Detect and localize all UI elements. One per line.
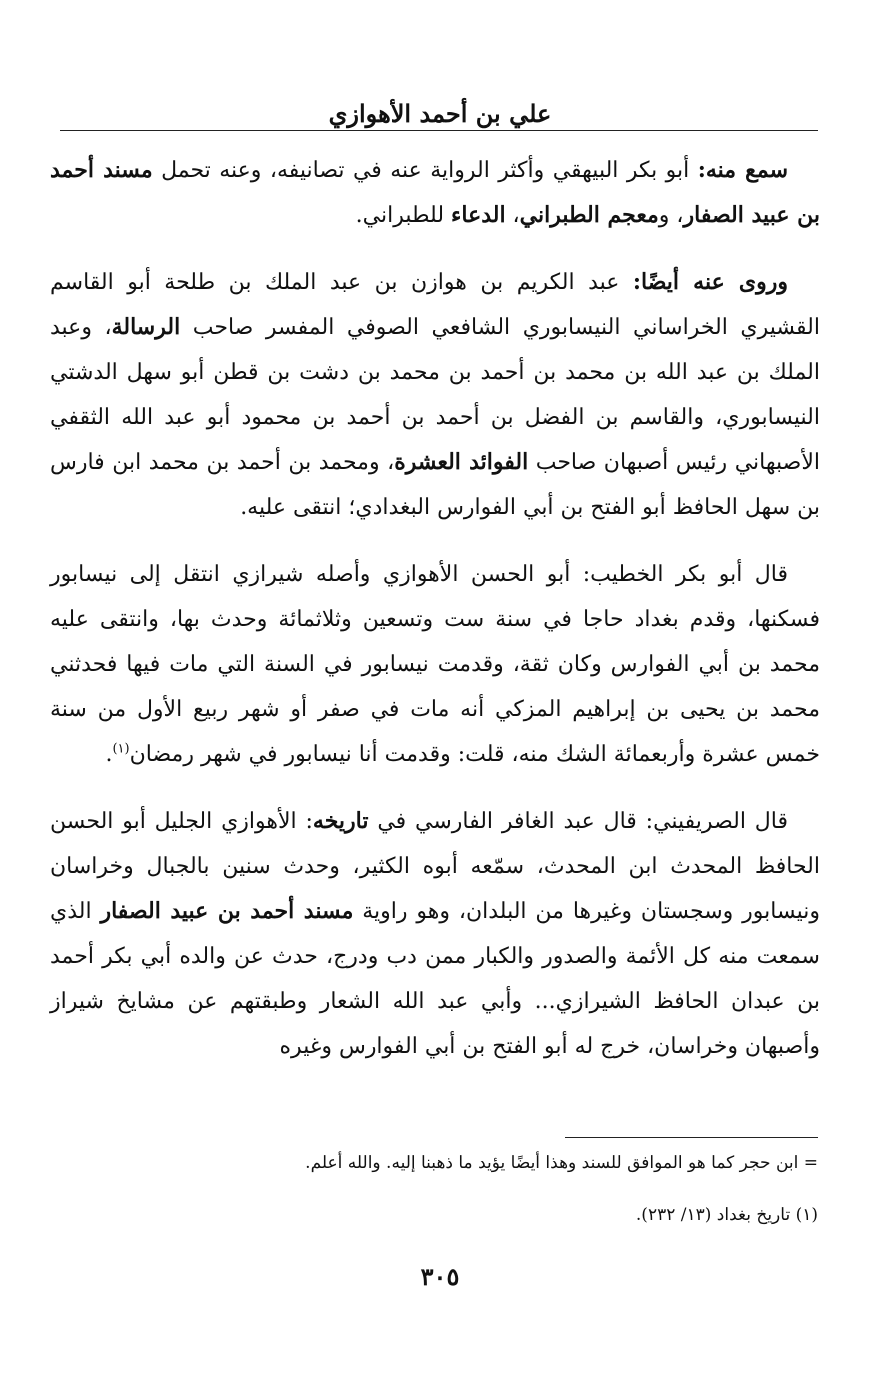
paragraph-khatib-quote	[50, 552, 820, 777]
text-run: ، ومحمد بن أحمد بن محمد ابن فارس بن سهل الحافظ أبو الفتح بن أبي الفوارس البغدادي؛ انتقى عليه.	[50, 450, 820, 520]
book-title: الرسالة	[111, 314, 181, 340]
running-header: علي بن أحمد الأهوازي	[328, 99, 552, 128]
text-run: ، و	[658, 203, 684, 228]
book-title: مسند أحمد بن عبيد الصفار	[50, 157, 820, 228]
page-number: ٣٠٥	[420, 1262, 460, 1291]
text-run: ،	[505, 203, 520, 228]
header-divider	[60, 130, 818, 131]
book-title: مسند أحمد بن عبيد الصفار	[100, 898, 354, 924]
book-title: الدعاء	[451, 202, 506, 228]
text-run: : الأهوازي الجليل أبو الحسن الحافظ المحدث ابن المحدث، سمّعه أبوه الكثير، وحدث سنين بالجبال وخراسان ونيسابور وسجستان وغيرها من البلدان، وهو راوية	[50, 809, 820, 924]
main-text	[50, 148, 820, 1091]
book-title: تاريخه	[312, 808, 369, 834]
paragraph-narrated-from	[50, 260, 820, 530]
text-run: للطبراني.	[355, 203, 452, 228]
paragraph-heard-from	[50, 148, 820, 238]
footnote-1: (١) تاريخ بغداد (١٣/ ٢٣٢).	[635, 1205, 818, 1225]
book-title: الفوائد العشرة	[394, 449, 529, 475]
text-run: أبو بكر البيهقي وأكثر الرواية عنه في تصانيفه، وعنه تحمل	[152, 158, 698, 183]
text-run: عبد الكريم بن هوازن بن عبد الملك بن طلحة أبو القاسم القشيري الخراساني النيسابوري الشافعي الصوفي المفسر صاحب	[50, 270, 820, 340]
footnotes	[60, 1146, 818, 1250]
text-run: قال أبو بكر الخطيب: أبو الحسن الأهوازي وأصله شيرازي انتقل إلى نيسابور فسكنها، وقدم بغداد حاجا في سنة ست وتسعين وثلاثمائة وحدث بها، وانتقى عليه محمد بن أبي الفوارس وكان ثقة، وقدمت نيسابور في السنة التي مات فيها فحدثني محمد بن يحيى بن إبراهيم المزكي أنه مات في صفر أو شهر ربيع الأول من سنة خمس عشرة وأربعمائة الشك منه، قلت: وقدمت أنا نيسابور في شهر رمضان	[50, 562, 820, 767]
lead-phrase: سمع منه:	[697, 157, 788, 183]
lead-phrase: وروى عنه أيضًا:	[632, 269, 788, 295]
paragraph-sarifini-quote	[50, 799, 820, 1069]
book-title: معجم الطبراني	[519, 202, 659, 228]
footnote-continuation: = ابن حجر كما هو الموافق للسند وهذا أيضًا يؤيد ما ذهبنا إليه. والله أعلم.	[305, 1153, 818, 1173]
footnote-marker[interactable]: (١)	[112, 741, 130, 757]
footnote-divider	[565, 1137, 818, 1138]
text-run: ، وعبد الملك بن عبد الله بن محمد بن أحمد بن محمد بن دشت بن قطن أبو سهل الدشتي النيسابوري، والقاسم بن الفضل بن أحمد بن أحمد بن محمود أبو عبد الله الثقفي الأصبهاني رئيس أصبهان صاحب	[50, 315, 820, 475]
text-run: .	[105, 742, 113, 767]
text-run: قال الصريفيني: قال عبد الغافر الفارسي في	[368, 809, 788, 834]
text-run: الذي سمعت منه كل الأئمة والصدور والكبار ممن دب ودرج، حدث عن والده أبي بكر أحمد بن عبدان الحافظ الشيرازي... وأبي عبد الله الشعار وطبقتهم عن مشايخ شيراز وأصبهان وخراسان، خرج له أبو الفتح بن أبي الفوارس وغيره	[50, 899, 820, 1059]
